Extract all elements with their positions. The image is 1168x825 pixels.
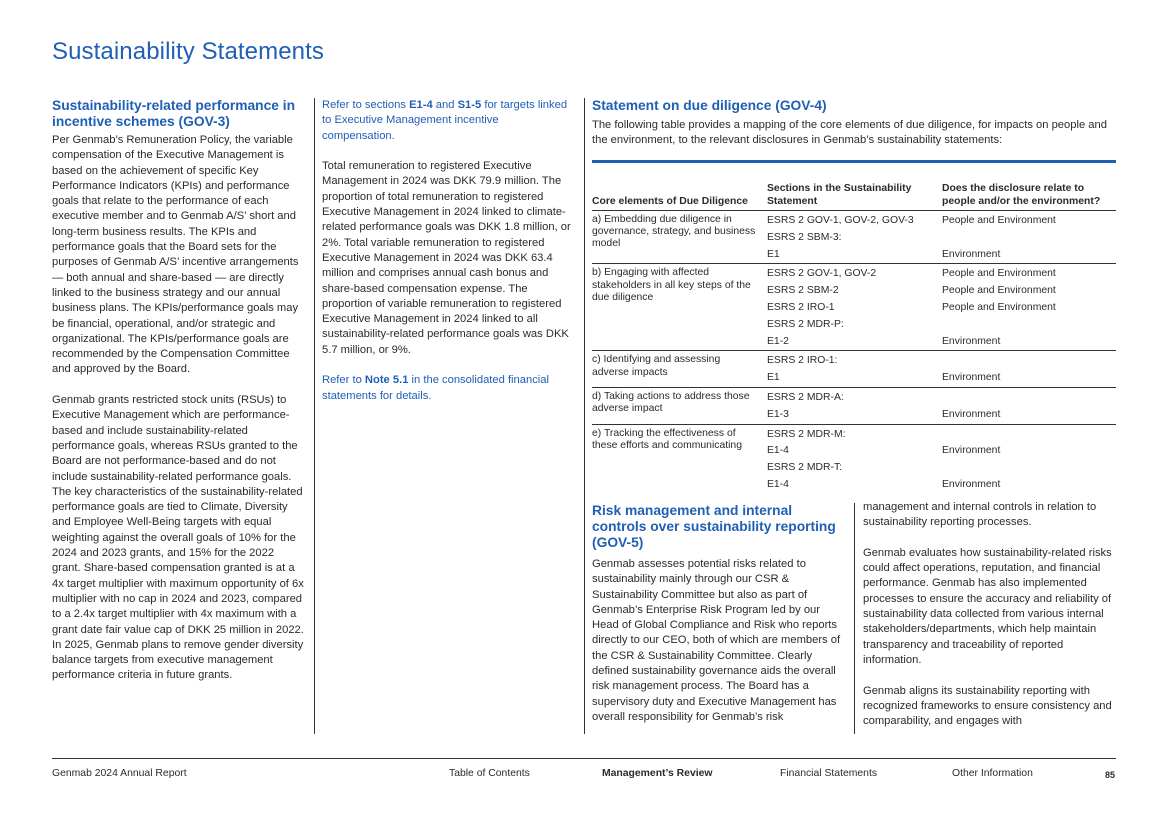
- relates-value: [942, 353, 1116, 370]
- cell-sections: [767, 213, 942, 263]
- note-reference: Refer to Note 5.1 in the consolidated financial statements for details.: [322, 374, 549, 402]
- cell-relates: [942, 213, 1116, 263]
- relates-value: People and Environment: [942, 301, 1056, 313]
- due-diligence-section: [592, 98, 1116, 147]
- risk-management-heading: Risk management and internal controls over sustainability reporting (GOV-5): [592, 503, 836, 550]
- section-reference: E1-2: [767, 335, 789, 347]
- section-reference: ESRS 2 MDR-A:: [767, 391, 844, 403]
- section-reference: ESRS 2 SBM-3:: [767, 231, 842, 243]
- column-divider: [314, 98, 315, 734]
- targets-reference: Refer to sections E1-4 and S1-5 for targets linked to Executive Management incentive compensation.: [322, 99, 568, 142]
- section-reference: E1: [767, 372, 780, 384]
- relates-value: [942, 390, 1116, 407]
- relates-value: Environment: [942, 335, 1001, 347]
- page-title: Sustainability Statements: [52, 38, 324, 65]
- header-relates: Does the disclosure relate to people and/or the environment?: [942, 183, 1101, 207]
- incentive-schemes-section: [52, 98, 304, 699]
- note-5-1-link[interactable]: Note 5.1: [364, 374, 409, 387]
- column-divider: [854, 503, 855, 734]
- risk-paragraph: Genmab assesses potential risks related to sustainability mainly through our CSR & Sustainability Committee but also as part of Genmab’s Enterprise Risk Program led by our Head of Global Compliance and Risk who reports directly to our CEO, both of which are members of the CSR & Sustainability Committee. Clearly defined sustainability governance aids the overall risk management process. The Board has a supervisory duty and Executive Management has overall responsibility for Genmab’s risk: [592, 558, 841, 723]
- cell-core-element: d) Taking actions to address those adverse impact: [592, 390, 750, 415]
- section-reference: ESRS 2 GOV-1, GOV-2, GOV-3: [767, 215, 914, 226]
- incentive-schemes-heading: Sustainability-related performance in incentive schemes (GOV-3): [52, 98, 296, 129]
- table-row: [592, 388, 1116, 425]
- table-row: [592, 351, 1116, 388]
- cell-relates: [942, 427, 1116, 494]
- cell-core-element: e) Tracking the effectiveness of these efforts and communicating: [592, 427, 742, 451]
- cell-core-element: a) Embedding due diligence in governance, strategy, and business model: [592, 214, 756, 250]
- cell-relates: [942, 353, 1116, 387]
- section-reference: ESRS 2 MDR-P:: [767, 318, 844, 330]
- footer-nav-financial-statements[interactable]: Financial Statements: [780, 768, 878, 779]
- due-diligence-heading: Statement on due diligence (GOV-4): [592, 98, 827, 113]
- footer-nav-management-review[interactable]: Management’s Review: [602, 768, 713, 779]
- section-reference: E1-4: [767, 445, 789, 457]
- section-reference: ESRS 2 GOV-1, GOV-2: [767, 268, 877, 280]
- relates-value: People and Environment: [942, 215, 1056, 226]
- relates-value: Environment: [942, 445, 1001, 457]
- table-header: [592, 163, 1116, 211]
- risk-management-continued: [863, 500, 1115, 745]
- due-diligence-table: [592, 160, 1116, 494]
- relates-value: Environment: [942, 408, 1001, 420]
- frameworks-paragraph: Genmab aligns its sustainability reporting with recognized frameworks to ensure consistency and comparability, and engages with: [863, 684, 1112, 728]
- section-reference: E1-4: [767, 478, 789, 490]
- footer-report-title: Genmab 2024 Annual Report: [52, 768, 187, 779]
- s1-5-link[interactable]: S1-5: [457, 99, 482, 111]
- rsu-paragraph: Genmab grants restricted stock units (RSUs) to Executive Management which are performance-based and include sustainability-related performance goals, whereas RSUs granted to the Board are not performance-based and do not include sustainability-related performance goals. The key characteristics of the sustainability-related performance goals are tied to Climate, Diversity and Employee Well-Being targets with equal weighting against the overall goals of 10% for the 2024 and 2023 grants, and 15% for the 2022 grant. Share-based compensation granted is at a 4x target multiplier with maximum opportunity of 6x multiplier with no cap in 2024 and 2023, compared to a 2.4x target multiplier with 4x maximum with a grant date fair value cap of DKK 25 million in 2022. In 2025, Genmab plans to remove gender diversity balance targets from executive management performance criteria in future grants.: [52, 394, 304, 682]
- section-reference: ESRS 2 MDR-T:: [767, 462, 843, 474]
- footer-divider: [52, 758, 1116, 759]
- column-divider: [584, 98, 585, 734]
- page-number: 85: [1105, 770, 1116, 780]
- table-row: [592, 425, 1116, 494]
- remuneration-policy-paragraph: Per Genmab’s Remuneration Policy, the variable compensation of the Executive Management is based on the achievement of specific Key Performance Indicators (KPIs) and performance goals that relate to the performance of each executive member and to Genmab A/S’ short and long-term business results. The KPIs and performance goals that the Board sets for the purposes of Genmab A/S’ incentive arrangements — both annual and share-based — are directly linked to the business strategy and our annual business plans. The KPIs/performance goals may be financial, operational, and/or strategic and organizational. The KPIs/performance goals are recommended by the Compensation Committee and approved by the Board.: [52, 134, 299, 376]
- table-row: [592, 264, 1116, 351]
- cell-sections: [767, 266, 942, 350]
- relates-value: [942, 460, 1116, 477]
- cell-sections: [767, 353, 942, 387]
- header-core-elements: Core elements of Due Diligence: [592, 195, 748, 207]
- cell-relates: [942, 390, 1116, 424]
- relates-value: Environment: [942, 478, 1001, 490]
- section-reference: E1-3: [767, 408, 789, 420]
- relates-value: [942, 230, 1116, 247]
- cell-sections: [767, 390, 942, 424]
- relates-value: People and Environment: [942, 285, 1056, 297]
- section-reference: ESRS 2 IRO-1: [767, 301, 835, 313]
- cell-sections: [767, 427, 942, 494]
- section-reference: ESRS 2 SBM-2: [767, 285, 839, 297]
- relates-value: [942, 317, 1116, 334]
- section-reference: E1: [767, 248, 780, 260]
- cell-relates: [942, 266, 1116, 350]
- relates-value: [942, 427, 1116, 444]
- relates-value: People and Environment: [942, 268, 1056, 280]
- cell-core-element: b) Engaging with affected stakeholders in all key steps of the due diligence: [592, 267, 751, 303]
- risk-management-section: [592, 503, 842, 725]
- relates-value: Environment: [942, 372, 1001, 384]
- section-reference: ESRS 2 MDR-M:: [767, 428, 846, 440]
- remuneration-section: [322, 98, 574, 419]
- e1-4-link[interactable]: E1-4: [409, 99, 433, 111]
- footer-nav-table-of-contents[interactable]: Table of Contents: [449, 768, 530, 779]
- footer-nav-other-information[interactable]: Other Information: [952, 768, 1033, 779]
- due-diligence-intro: The following table provides a mapping of the core elements of due diligence, for impacts on people and the environment, to the relevant disclosures in Genmab’s sustainability statements:: [592, 119, 1107, 146]
- risk-evaluation-paragraph: Genmab evaluates how sustainability-related risks could affect operations, reputation, and financial performance. Genmab has also implemented processes to ensure the accuracy and reliability of sustainability data collected from various internal stakeholders/departments, which help maintain transparency and traceability of reported information.: [863, 546, 1112, 666]
- relates-value: Environment: [942, 248, 1001, 260]
- table-row: [592, 211, 1116, 264]
- risk-paragraph-cont: management and internal controls in relation to sustainability reporting processes.: [863, 501, 1097, 529]
- section-reference: ESRS 2 IRO-1:: [767, 355, 838, 367]
- cell-core-element: c) Identifying and assessing adverse impacts: [592, 354, 721, 378]
- header-sections: Sections in the Sustainability Statement: [767, 183, 912, 207]
- total-remuneration-paragraph: Total remuneration to registered Executive Management in 2024 was DKK 79.9 million. The proportion of total remuneration to registered Executive Management in 2024 linked to climate-related performance goals was DKK 1.8 million, or 2%. Total variable remuneration to registered Executive Management in 2024 was DKK 63.4 million and comprises annual cash bonus and share-based compensation expense. The proportion of variable remuneration to registered Executive Management in 2024 linked to all sustainability-related performance goals was DKK 5.7 million, or 9%.: [322, 160, 571, 356]
